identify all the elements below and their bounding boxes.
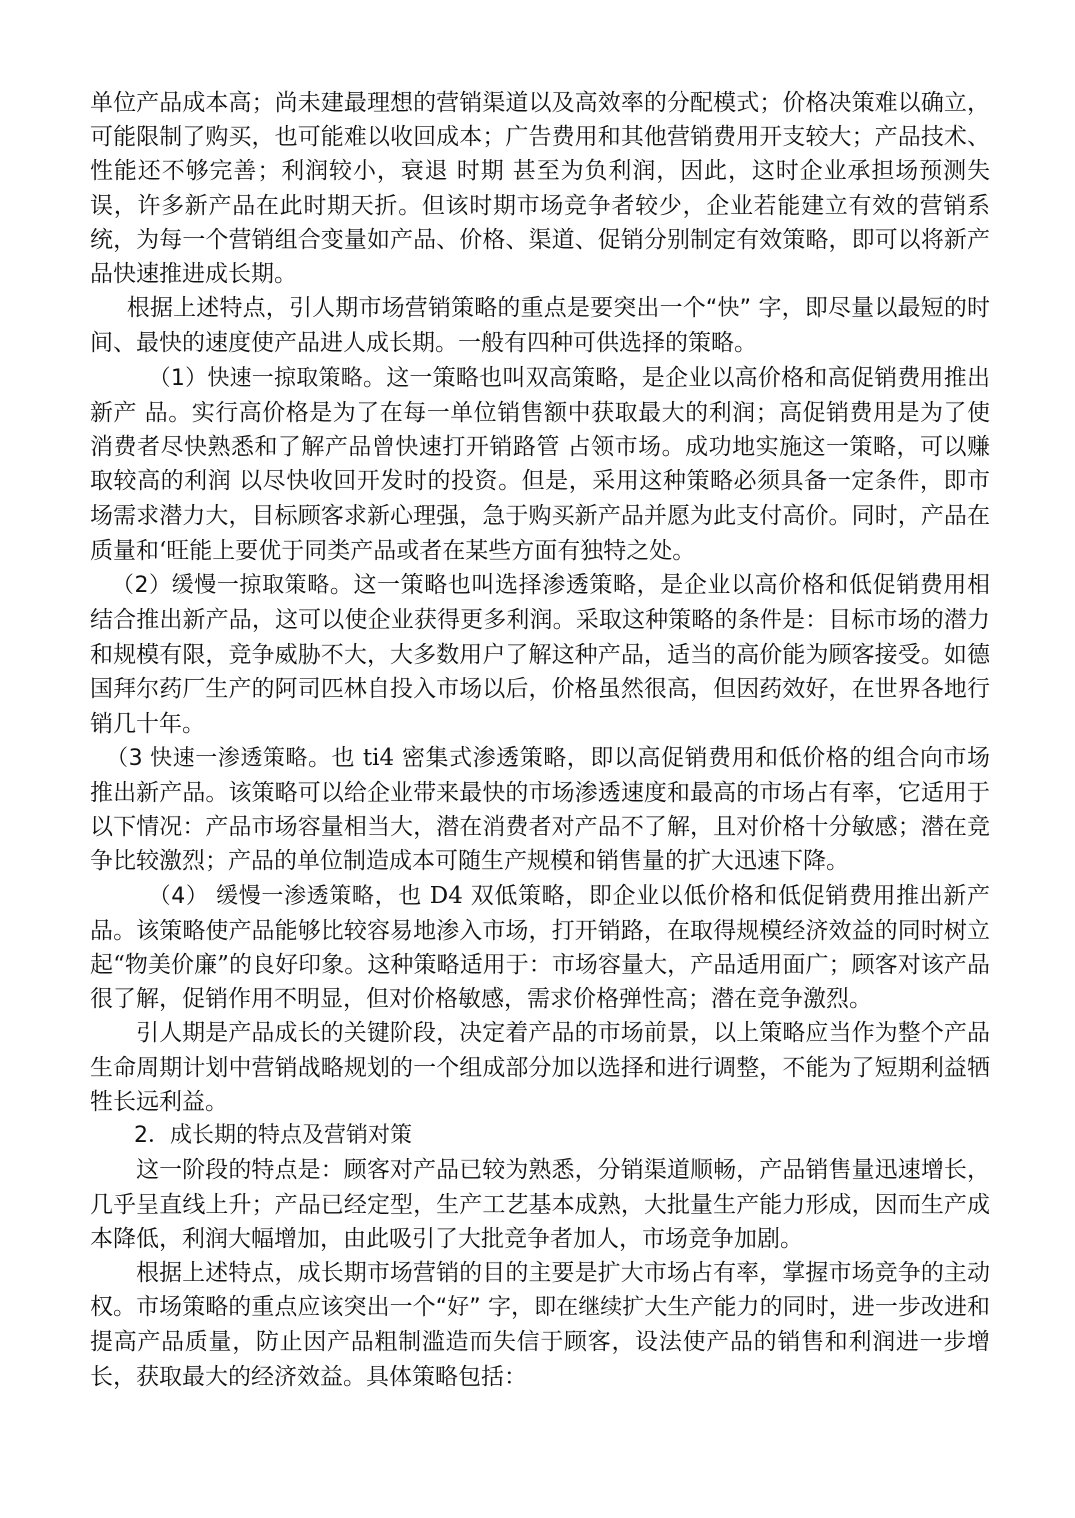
paragraph-text-pre: 根据上述特点，引人期市场营销策略的重点是要突出一个 [126, 295, 706, 322]
paragraph-text-mid: 字， [480, 1294, 535, 1321]
paragraph-text: 引人期是产品成长的关键阶段，决定着产品的市场前景，以上策略应当作为整个产品生命周期计划中营销战略规划的一个组成部分加以选择和进行调整，不能为了短期利益牺牲长远利益。 [90, 1020, 990, 1115]
term-conditions: 条件 [874, 469, 920, 495]
sans-phrase: 即在继续扩 [534, 1295, 645, 1321]
paragraph-text-post: 大生产能力的同时，进一步改进和提高产品质量，防止因产品粗制滥造而失信于顾客，设法使产品的销售和利润进一步增长，获取最大的经济效益。具体策略包括： [90, 1294, 991, 1390]
paragraph-slow-penetration [90, 879, 990, 1017]
paragraph-intro-stage-challenges [90, 86, 990, 291]
quoted-keyword-good: “好” [435, 1295, 481, 1321]
paragraph-text-b: ，即市场需求潜力大，目标顾客求新心理强，急于购买新产品并愿为此支付高价。同时，产品在质量和‘旺能上要优于同类产品或者在某些方面有独特之处。 [90, 468, 990, 564]
paragraph-text: ，也 D4 双低策略，即企业以低价格和低促销费用推出新产品。该策略使产品能够比较容易地渗入市场，打开销路，在取得规模经济效益的同时树立起“物美价廉”的良好印象。这种策略适用于：市场容量大，产品适用面广；顾客对该产品很了解，促销作用不明显，但对价格敏感，需求价格弹性高；潜在竞争激烈。 [90, 882, 990, 1013]
paragraph-text: 。也 ti4 密集式渗透策略，即以高促销费用和低价格的组合向市场推出新产品。该策略可以给企业带来最快的市场渗透速度和最高的市场占有率，它适用于以下情况：产品市场容量相当大，潜在消费者对产品不了解，且对价格十分敏感；潜在竞争比较激烈；产品的单位制造成本可随生产规模和销售量的扩大迅速下降。 [90, 744, 990, 875]
paragraph-rapid-penetration [90, 741, 990, 879]
strategy-heading-rapid-penetration: （3 快速一渗透策略 [106, 745, 308, 771]
paragraph-slow-skimming [90, 568, 990, 741]
quoted-keyword-fast: “快” [705, 296, 752, 322]
paragraph-text-a: 。这一策略也叫选择渗透策略，是企业以高价格和低促销费用相结合推出新产品，这可以使企业获得更多利润。采取这种策略的 [90, 571, 991, 634]
section-heading-text: 2．成长期的特点及营销对策 [134, 1123, 412, 1149]
paragraph-intro-stage-strategy-focus [90, 291, 990, 360]
paragraph-intro-stage-summary [90, 1016, 990, 1119]
paragraph-growth-stage-features [90, 1153, 990, 1256]
paragraph-text-pre: 根据上述特点，成长期市场营销的目的主要是扩大市场占有率，掌握市场竞争的主动权。市场策略的重点应该突出一个 [90, 1259, 990, 1321]
paragraph-text-post: 字，即尽量以最短的时间、最快的速度使产品进人成长期。一般有四种可供选择的策略。 [90, 295, 991, 357]
paragraph-text-b: 是：目标市场的潜力和规模有限，竞争威胁不大，大多数用户了解这种产品，适当的高价能为顾客接受。如德国拜尔药厂生产的阿司匹林自投入市场以后，价格虽然很高，但因药效好，在世界各地行销几十年。 [90, 607, 991, 737]
paragraph-text-a: 。这一策略也叫双高策略，是企业以高价格和高促销费用推出新产 品。实行高价格是为了在每一单位销售额中获取最大的利润；高促销费用是为了使消费者尽快熟悉和了解产品曾快速打开销路管 占领市场。成功地实施这一策略，可以赚取较高的利润 以尽快收回开发时的投资。但是，采用这种策略必须具备一定 [90, 364, 991, 495]
paragraph-text: 这一阶段的特点是：顾客对产品已较为熟悉，分销渠道顺畅，产品销售量迅速增长，几乎呈直线上升；产品已经定型，生产工艺基本成熟，大批量生产能力形成，因而生产成本降低，利润大幅增加，由此吸引了大批竞争者加人，市场竞争加剧。 [90, 1157, 990, 1252]
strategy-heading-slow-skimming: （2）缓慢一掠取策略 [111, 572, 330, 598]
paragraph-text: 单位产品成本高；尚未建最理想的营销渠道以及高效率的分配模式；价格决策难以确立，可能限制了购买，也可能难以收回成本；广告费用和其他营销费用开支较大；产品技术、性能还不够完善；利润较小，衰退 时期 甚至为负利润，因此，这时企业承担场预测失误，许多新产品在此时期天折。但该时期市场竞争者较少，企业若能建立有效的营销系统，为每一个营销组合变量如产品、价格、渠道、促销分别制定有效策略，即可以将新产品快速推进成长期。 [90, 90, 990, 288]
section-heading-growth-stage [90, 1119, 990, 1153]
strategy-heading-slow-penetration: （4） 缓慢一渗透策略 [148, 883, 375, 909]
paragraph-growth-stage-strategy [90, 1256, 990, 1394]
paragraph-rapid-skimming [90, 361, 990, 568]
term-conditions: 条件 [737, 608, 782, 634]
strategy-heading-rapid-skimming: （1）快速一掠取策略 [148, 365, 363, 391]
document-page [90, 86, 990, 1394]
